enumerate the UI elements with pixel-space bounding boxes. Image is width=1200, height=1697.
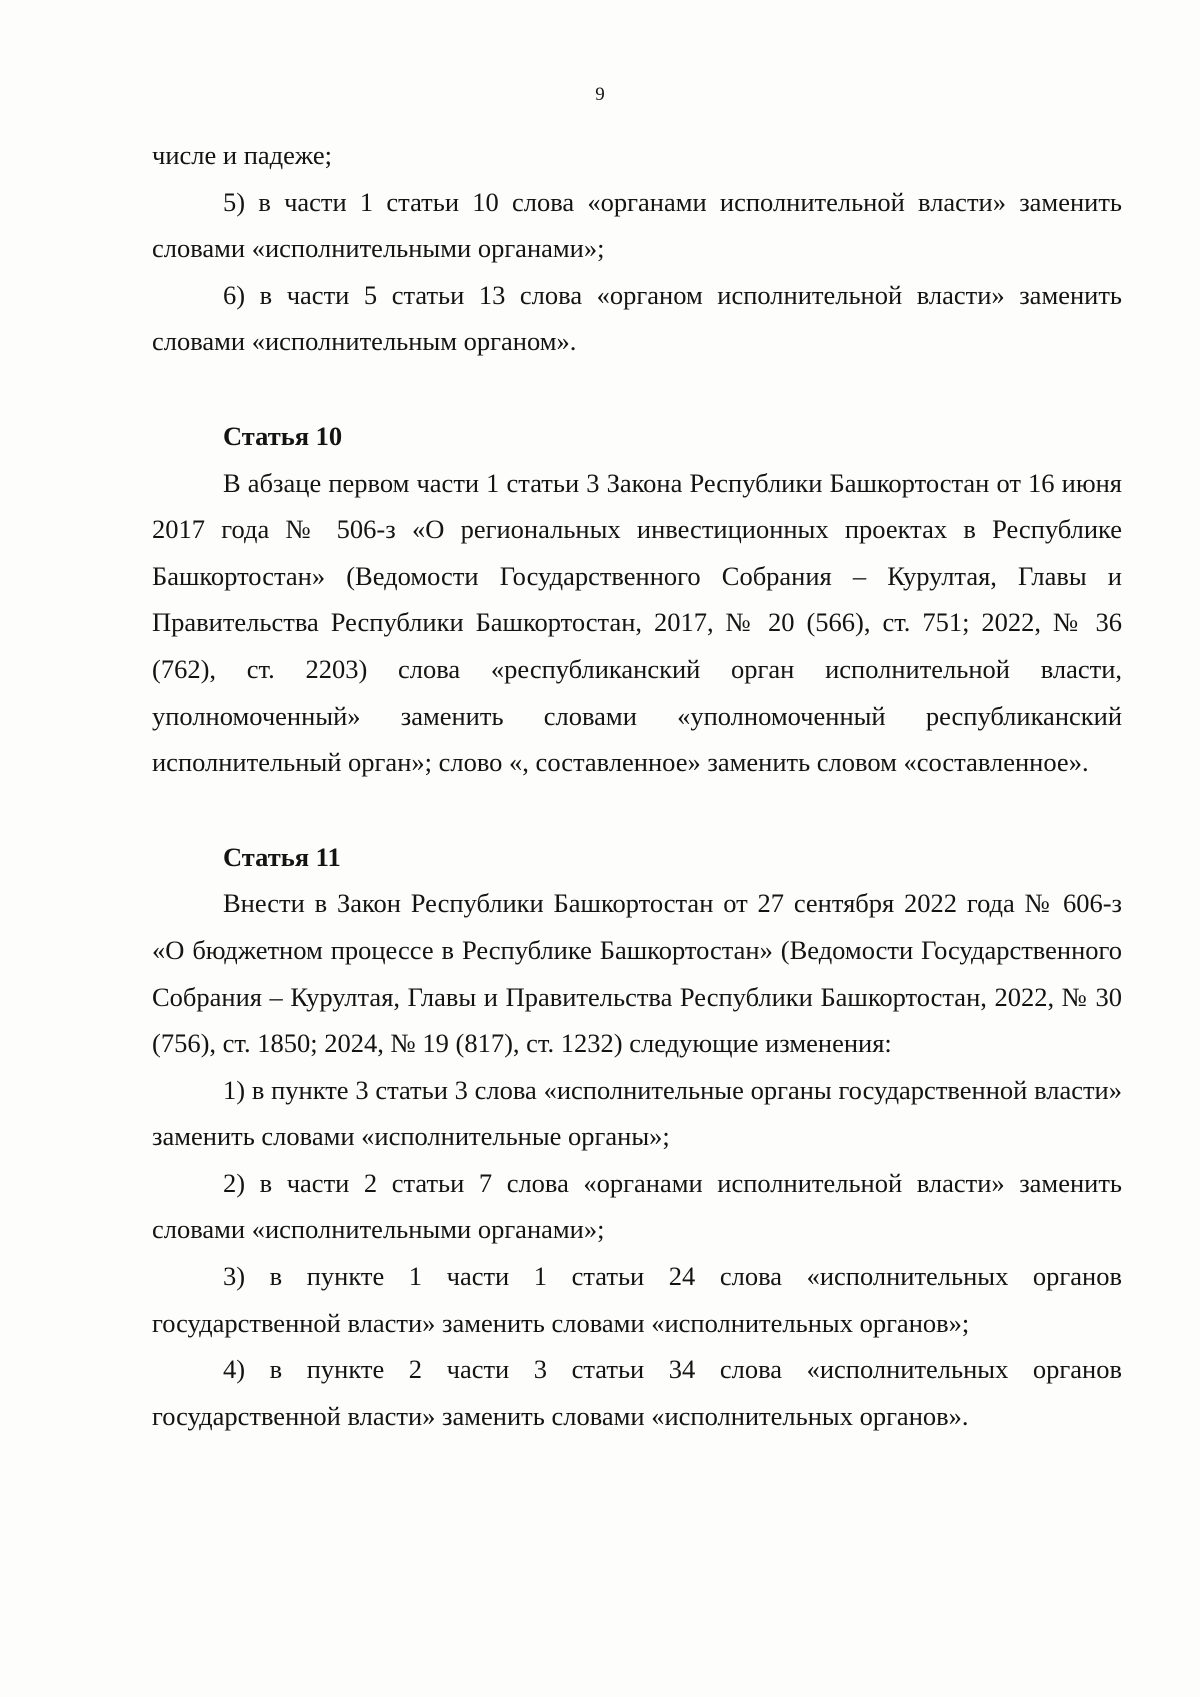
paragraph-item-6: 6) в части 5 статьи 13 слова «органом исполнительной власти» заменить словами «исполнительным органом». (152, 279, 1122, 357)
article-11-item-2: 2) в части 2 статьи 7 слова «органами исполнительной власти» заменить словами «исполнительными органами»; (152, 1167, 1122, 1245)
document-body (152, 132, 1122, 1439)
paragraph-continuation: числе и падеже; (152, 140, 332, 170)
article-11-item-3: 3) в пункте 1 части 1 статьи 24 слова «исполнительных органов государственной власти» заменить словами «исполнительных органов»; (152, 1261, 1122, 1338)
article-11-item-4: 4) в пункте 2 части 3 статьи 34 слова «исполнительных органов государственной власти» заменить словами «исполнительных органов». (152, 1354, 1122, 1431)
article-11-item-1: 1) в пункте 3 статьи 3 слова «исполнительные органы государственной власти» заменить словами «исполнительные органы»; (152, 1074, 1122, 1152)
page-number: 9 (595, 84, 605, 105)
article-10-heading: Статья 10 (223, 420, 343, 451)
section-gap (152, 786, 1122, 834)
article-11-heading: Статья 11 (223, 841, 341, 872)
section-gap (152, 365, 1122, 413)
article-11-intro: Внести в Закон Республики Башкортостан от 27 сентября 2022 года № 606-з «О бюджетном процессе в Республике Башкортостан» (Ведомости Государственного Собрания – Курултая, Главы и Правительства Республики Башкортостан, 2022, № 30 (756), ст. 1850; 2024, № 19 (817), ст. 1232) следующие изменения: (152, 888, 1122, 1059)
paragraph-item-5: 5) в части 1 статьи 10 слова «органами исполнительной власти» заменить словами «исполнительными органами»; (152, 186, 1122, 264)
article-10-paragraph: В абзаце первом части 1 статьи 3 Закона Республики Башкортостан от 16 июня 2017 года № 506-з «О региональных инвестиционных проектах в Республике Башкортостан» (Ведомости Государственного Собрания – Курултая, Главы и Правительства Республики Башкортостан, 2017, № 20 (566), ст. 751; 2022, № 36 (762), ст. 2203) слова «республиканский орган исполнительной власти, уполномоченный» заменить словами «уполномоченный республиканский исполнительный орган»; слово «, составленное» заменить словом «составленное». (152, 467, 1122, 778)
